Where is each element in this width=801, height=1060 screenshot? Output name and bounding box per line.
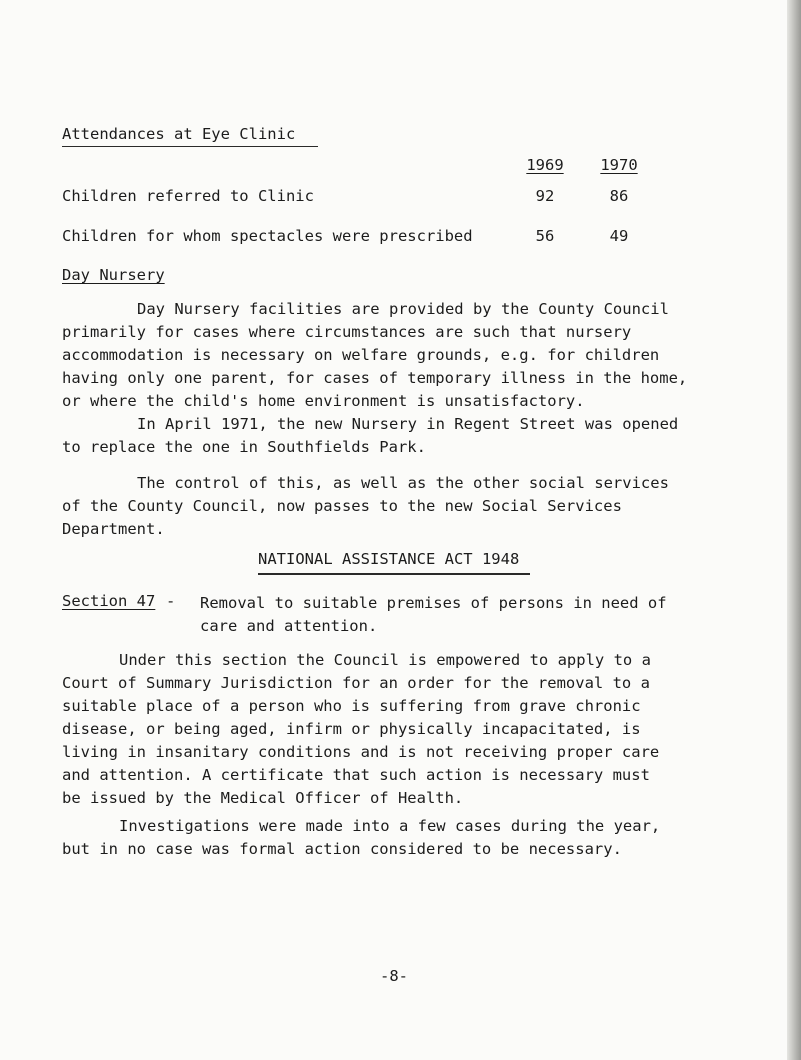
section-dash: - xyxy=(166,592,176,610)
table-row-label: Children referred to Clinic xyxy=(62,187,314,205)
eye-clinic-title: Attendances at Eye Clinic xyxy=(62,125,296,143)
year-1970-header: 1970 xyxy=(600,156,638,174)
page-edge-shadow xyxy=(787,0,801,1060)
table-cell-1970: 86 xyxy=(609,187,629,205)
day-nursery-paragraph-2: In April 1971, the new Nursery in Regent Street was opened to replace the one in Southfields Park. xyxy=(62,415,679,456)
section-47-paragraph-2: Investigations were made into a few cases during the year, but in no case was formal action considered to be necessary. xyxy=(62,817,661,858)
day-nursery-paragraph-3: The control of this, as well as the other social services of the County Council, now passes to the new Social Services Department. xyxy=(62,474,669,538)
table-cell-1970: 49 xyxy=(609,227,629,245)
table-cell-1969: 92 xyxy=(535,187,555,205)
day-nursery-paragraph-1: Day Nursery facilities are provided by the County Council primarily for cases where circumstances are such that nursery accommodation is necessary on welfare grounds, e.g. for children having only one parent, for cases of temporary illness in the home, or where the child's home environment is unsatisfactory. xyxy=(62,300,688,410)
year-1969-header: 1969 xyxy=(526,156,564,174)
section-47-description: Removal to suitable premises of persons in need of care and attention. xyxy=(200,594,667,635)
day-nursery-heading: Day Nursery xyxy=(62,266,165,284)
national-assistance-heading-underline xyxy=(258,573,530,575)
section-47-label: Section 47 xyxy=(62,592,156,610)
section-47-paragraph-1: Under this section the Council is empowered to apply to a Court of Summary Jurisdiction for an order for the removal to a suitable place of a person who is suffering from grave chronic disease, or being aged, infirm or physically incapacitated, is living in insanitary conditions and is not receiving proper care and attention. A certificate that such action is necessary must be issued by the Medical Officer of Health. xyxy=(62,651,660,807)
eye-clinic-title-underline xyxy=(62,146,318,147)
table-cell-1969: 56 xyxy=(535,227,555,245)
table-row-label: Children for whom spectacles were prescribed xyxy=(62,227,473,245)
national-assistance-heading: NATIONAL ASSISTANCE ACT 1948 xyxy=(258,550,520,568)
page-number: -8- xyxy=(380,967,408,985)
